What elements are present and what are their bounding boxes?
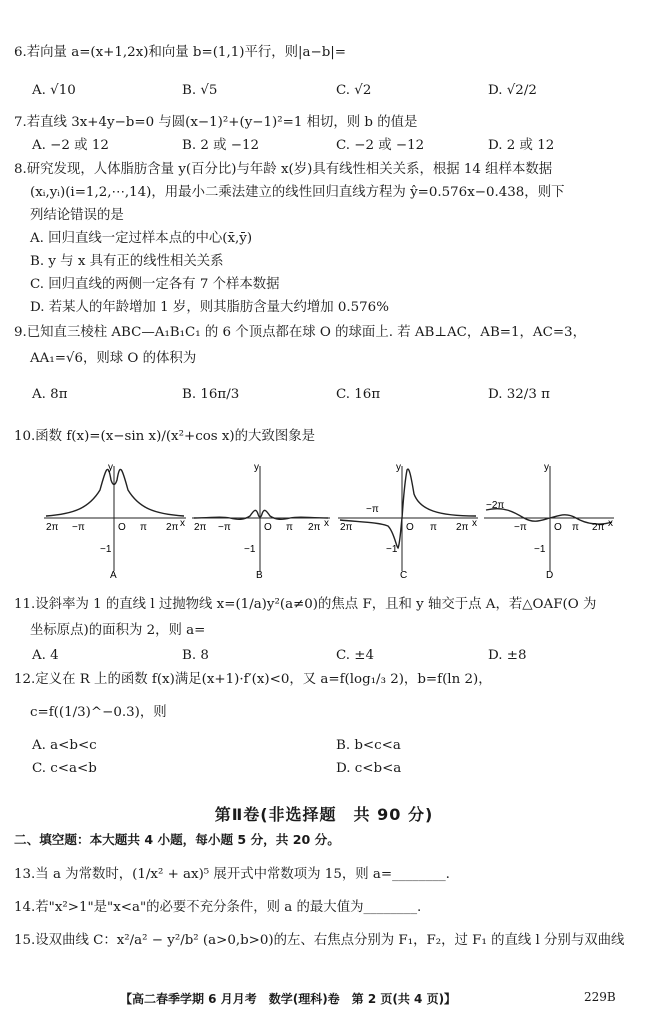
graph-a-label: A [110,570,117,580]
graph-b-right-tick: 2π [308,522,321,533]
q8-option-b: B. y 与 x 具有正的线性相关关系 [30,254,224,269]
q6-option-d: D. √2/2 [488,83,537,98]
q8-option-a: A. 回归直线一定过样本点的中心(x̄,ȳ) [30,231,253,246]
q9-stem-line-1: 9.已知直三棱柱 ABC—A₁B₁C₁ 的 6 个顶点都在球 O 的球面上. 若 AB⊥AC，AB=1，AC=3， [14,325,586,340]
graph-b-label: B [256,570,263,580]
footer-code: 229B [584,990,616,1004]
q12-stem-line-1: 12.定义在 R 上的函数 f(x)满足(x+1)·f′(x)<0，又 a=f(log₁/₃ 2)，b=f(ln 2)， [14,672,492,687]
graph-d-neg-pi: −π [514,522,527,533]
graph-d-pi: π [572,522,579,533]
graph-d-x-label: x [608,518,613,529]
q8-stem-line-2: (xᵢ,yᵢ)(i=1,2,⋯,14)，用最小二乘法建立的线性回归直线方程为 ŷ=0.576x−0.438，则下 [30,185,565,200]
q9-stem-line-2: AA₁=√6，则球 O 的体积为 [30,351,197,366]
q12-option-d: D. c<b<a [336,761,402,776]
graph-b-neg-one: −1 [244,544,256,555]
q8-option-d: D. 若某人的年龄增加 1 岁，则其脂肪含量大约增加 0.576% [30,300,389,315]
graph-d-origin-label: O [554,522,562,533]
q13-stem: 13.当 a 为常数时，(1/x² + ax)⁵ 展开式中常数项为 15，则 a=________. [14,867,450,882]
graph-c-label: C [400,570,408,580]
q11-stem-line-1: 11.设斜率为 1 的直线 l 过抛物线 x=(1/a)y²(a≠0)的焦点 F，且和 y 轴交于点 A，若△OAF(O 为 [14,597,597,612]
q11-option-b: B. 8 [182,648,209,663]
graph-b-left-tick: 2π [194,522,207,533]
q9-option-a: A. 8π [32,387,68,402]
graph-c [338,462,478,580]
graph-c-right-tick: 2π [456,522,469,533]
graph-d [484,462,614,580]
q7-option-a: A. −2 或 12 [32,138,109,153]
graph-a-y-label: y [108,462,113,473]
graph-a-left-tick: 2π [46,522,59,533]
section-heading: 二、填空题：本大题共 4 小题，每小题 5 分，共 20 分。 [14,832,340,847]
graph-a-x-label: x [180,518,185,529]
q10-stem: 10.函数 f(x)=(x−sin x)/(x²+cos x)的大致图象是 [14,429,316,444]
graph-d-neg-2pi: −2π [486,500,505,511]
q9-option-c: C. 16π [336,387,381,402]
graph-d-neg-one: −1 [534,544,546,555]
q12-option-c: C. c<a<b [32,761,97,776]
q6-stem: 6.若向量 a=(x+1,2x)和向量 b=(1,1)平行，则|a−b|= [14,45,347,60]
q7-option-c: C. −2 或 −12 [336,138,425,153]
q10-graphs [44,456,614,580]
graph-d-right-tick: 2π [592,522,605,533]
q15-stem: 15.设双曲线 C：x²/a² − y²/b² (a>0,b>0)的左、右焦点分别为 F₁，F₂，过 F₁ 的直线 l 分别与双曲线 [14,933,625,948]
q11-option-c: C. ±4 [336,648,375,663]
q6-option-a: A. √10 [32,83,76,98]
q7-option-d: D. 2 或 12 [488,138,555,153]
graph-a [44,462,186,580]
graph-c-pi: π [430,522,437,533]
footer-title: 【高二春季学期 6 月月考 数学(理科)卷 第 2 页(共 4 页)】 [120,992,457,1006]
graph-a-neg-one: −1 [100,544,112,555]
graph-b-neg-pi: −π [218,522,231,533]
q8-stem-line-1: 8.研究发现，人体脂肪含量 y(百分比)与年龄 x(岁)具有线性相关关系，根据 14 组样本数据 [14,162,553,177]
graph-c-y-label: y [396,462,401,473]
graph-c-neg-pi: −π [366,504,379,515]
graph-b [192,462,330,580]
q6-option-c: C. √2 [336,83,372,98]
graph-a-neg-pi: −π [72,522,85,533]
q11-stem-line-2: 坐标原点)的面积为 2，则 a= [30,623,206,638]
q8-stem-line-3: 列结论错误的是 [30,208,124,223]
graph-c-x-label: x [472,518,477,529]
graph-b-origin-label: O [264,522,272,533]
q6-option-b: B. √5 [182,83,218,98]
q7-stem: 7.若直线 3x+4y−b=0 与圆(x−1)²+(y−1)²=1 相切，则 b 的值是 [14,115,418,130]
graph-c-origin-label: O [406,522,414,533]
q11-option-a: A. 4 [32,648,59,663]
q9-option-d: D. 32/3 π [488,387,550,402]
q12-option-b: B. b<c<a [336,738,401,753]
graph-b-y-label: y [254,462,259,473]
q12-option-a: A. a<b<c [32,738,97,753]
q14-stem: 14.若"x²>1"是"x<a"的必要不充分条件，则 a 的最大值为________. [14,900,422,915]
q9-option-b: B. 16π/3 [182,387,240,402]
section-title: 第Ⅱ卷(非选择题 共 90 分) [214,805,434,824]
graph-b-pi: π [286,522,293,533]
graph-c-neg-one: −1 [386,544,398,555]
graph-a-origin-label: O [118,522,126,533]
q8-option-c: C. 回归直线的两侧一定各有 7 个样本数据 [30,277,280,292]
graph-d-label: D [546,570,554,580]
graph-a-right-tick: 2π [166,522,179,533]
graph-b-x-label: x [324,518,329,529]
q7-option-b: B. 2 或 −12 [182,138,260,153]
graph-a-pi: π [140,522,147,533]
q11-option-d: D. ±8 [488,648,527,663]
q12-stem-line-2: c=f((1/3)^−0.3)，则 [30,705,167,720]
graph-d-y-label: y [544,462,549,473]
graph-c-left-tick: 2π [340,522,353,533]
